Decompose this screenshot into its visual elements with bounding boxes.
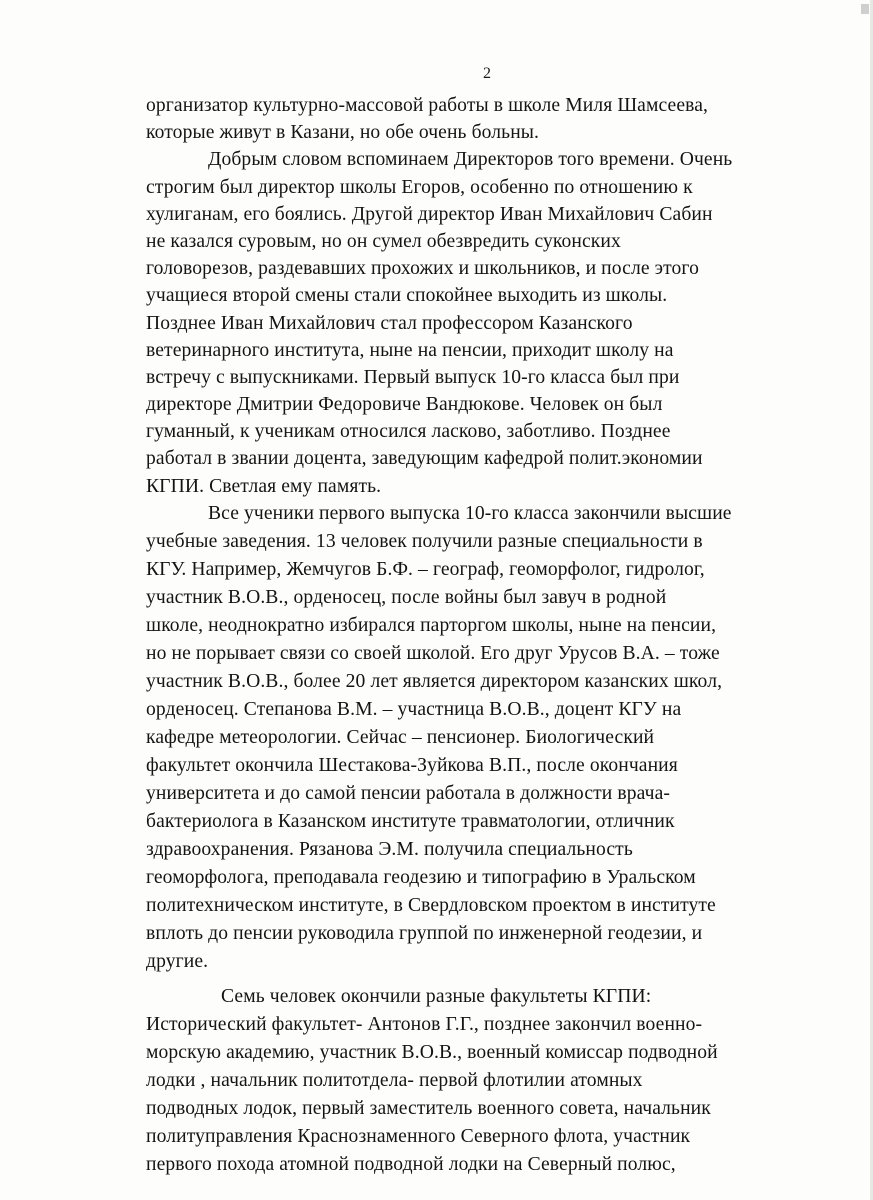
text-line: учебные заведения. 13 человек получили разные специальности в: [146, 530, 703, 552]
text-line: директоре Дмитрии Федоровиче Вандюкове. Человек он был: [146, 394, 663, 416]
text-line: подводных лодок, первый заместитель военного совета, начальник: [146, 1097, 711, 1119]
text-line: учащиеся второй смены стали спокойнее выходить из школы.: [146, 285, 668, 307]
text-line: Все ученики первого выпуска 10-го класса закончили высшие: [208, 502, 732, 524]
text-line: первого похода атомной подводной лодки на Северный полюс,: [146, 1153, 676, 1175]
text-line: КГУ. Например, Жемчугов Б.Ф. – географ, геоморфолог, гидролог,: [146, 558, 705, 580]
text-line: кафедре метеорологии. Сейчас – пенсионер. Биологический: [146, 726, 655, 748]
paragraph-1: [146, 92, 846, 146]
text-line: вплоть до пенсии руководила группой по инженерной геодезии, и: [146, 922, 703, 944]
document-body: [146, 92, 846, 1179]
text-line: морскую академию, участник В.О.В., военный комиссар подводной: [146, 1041, 718, 1063]
text-line: которые живут в Казани, но обе очень больны.: [146, 122, 540, 144]
paragraph-4: [146, 983, 846, 1179]
text-line: Добрым словом вспоминаем Директоров того времени. Очень: [208, 149, 733, 171]
text-line: факультет окончила Шестакова-Зуйкова В.П., после окончания: [146, 754, 678, 776]
scan-corner-mark: [861, 4, 869, 14]
text-line: не казался суровым, но он сумел обезвредить суконских: [146, 230, 621, 252]
paragraph-2: [146, 146, 846, 499]
text-line: строгим был директор школы Егоров, особенно по отношению к: [146, 176, 693, 198]
text-line: политехническом институте, в Свердловском проектом в институте: [146, 894, 716, 916]
text-line: встречу с выпускниками. Первый выпуск 10-го класса был при: [146, 366, 680, 388]
text-line: школе, неоднократно избирался парторгом школы, ныне на пенсии,: [146, 614, 717, 636]
text-line: другие.: [146, 950, 209, 972]
text-line: Семь человек окончили разные факультеты КГПИ:: [221, 985, 652, 1007]
text-line: головорезов, раздевавших прохожих и школьников, и после этого: [146, 258, 699, 280]
text-line: Позднее Иван Михайлович стал профессором Казанского: [146, 312, 633, 334]
text-line: лодки , начальник политотдела- первой флотилии атомных: [146, 1069, 643, 1091]
text-line: но не порывает связи со своей школой. Его друг Урусов В.А. – тоже: [146, 642, 720, 664]
paragraph-gap: [146, 976, 846, 983]
text-line: гуманный, к ученикам относился ласково, заботливо. Позднее: [146, 421, 671, 443]
text-line: геоморфолога, преподавала геодезию и типографию в Уральском: [146, 866, 696, 888]
page-number: 2: [483, 65, 491, 82]
text-line: работал в звании доцента, заведующим кафедрой полит.экономии: [146, 448, 703, 470]
text-line: организатор культурно-массовой работы в школе Миля Шамсеева,: [146, 95, 708, 116]
text-line: участник В.О.В., орденосец, после войны был завуч в родной: [146, 586, 667, 608]
text-line: политуправления Краснознаменного Северного флота, участник: [146, 1125, 691, 1147]
text-line: бактериолога в Казанском институте травматологии, отличник: [146, 810, 675, 832]
text-line: орденосец. Степанова В.М. – участница В.О.В., доцент КГУ на: [146, 698, 682, 720]
text-line: участник В.О.В., более 20 лет является директором казанских школ,: [146, 670, 723, 692]
text-line: ветеринарного института, ныне на пенсии, приходит школу на: [146, 339, 674, 361]
text-line: здравоохранения. Рязанова Э.М. получила специальность: [146, 838, 633, 860]
paragraph-3: [146, 500, 846, 976]
text-line: университета и до самой пенсии работала в должности врача-: [146, 782, 671, 804]
text-line: Исторический факультет- Антонов Г.Г., позднее закончил военно-: [146, 1013, 703, 1035]
text-line: хулиганам, его боялись. Другой директор Иван Михайлович Сабин: [146, 203, 713, 225]
text-line: КГПИ. Светлая ему память.: [146, 475, 382, 497]
